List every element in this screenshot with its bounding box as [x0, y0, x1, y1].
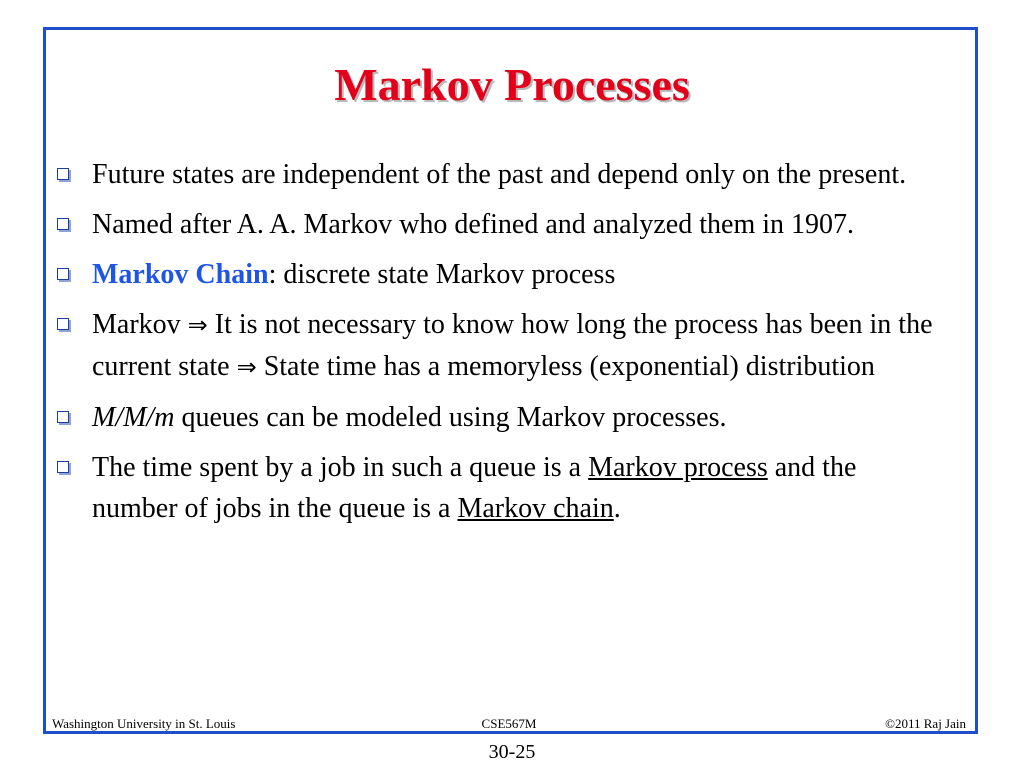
page-number: 30-25 — [488, 741, 536, 763]
footer-institution: Washington University in St. Louis — [52, 716, 236, 731]
bullet-text: Named after A. A. Markov who defined and analyzed them in 1907. — [92, 209, 855, 240]
slide-title: Markov Processes — [334, 59, 690, 110]
bullet-item — [54, 154, 944, 195]
markov-chain-term: Markov chain — [457, 493, 614, 524]
bullet-text: queues can be modeled using Markov processes. — [174, 402, 727, 433]
bullet-item — [54, 204, 944, 245]
bullet-item — [54, 397, 944, 438]
mmm-queue-term: M/M/m — [92, 402, 175, 433]
bullet-item — [54, 254, 944, 295]
implies-arrow-icon: ⇒ — [187, 311, 208, 339]
bullet-text: and the number of jobs in the queue is a — [92, 452, 857, 524]
bullet-text: Future states are independent of the past and depend only on the present. — [92, 159, 907, 190]
square-bullet-icon — [57, 461, 69, 473]
markov-process-term: Markov process — [588, 452, 768, 483]
bullet-item — [54, 304, 944, 388]
bullet-text: . — [613, 493, 621, 524]
bullet-text: The time spent by a job in such a queue is a — [92, 452, 589, 483]
bullet-text: : discrete state Markov process — [268, 259, 616, 290]
implies-arrow-icon: ⇒ — [236, 353, 257, 381]
square-bullet-icon — [57, 168, 69, 180]
markov-chain-keyword: Markov Chain — [92, 259, 269, 290]
square-bullet-icon — [57, 411, 69, 423]
bullet-text: It is not necessary to know how long the process has been in the current state — [92, 309, 933, 382]
square-bullet-icon — [57, 318, 69, 330]
footer-course: CSE567M — [481, 716, 537, 731]
square-bullet-icon — [57, 218, 69, 230]
square-bullet-icon — [57, 268, 69, 280]
bullet-item — [54, 447, 944, 529]
footer-copyright: ©2011 Raj Jain — [885, 716, 966, 731]
bullet-text: State time has a memoryless (exponential) distribution — [256, 351, 875, 382]
bullet-text: Markov — [92, 309, 188, 340]
bullet-list — [54, 154, 944, 538]
